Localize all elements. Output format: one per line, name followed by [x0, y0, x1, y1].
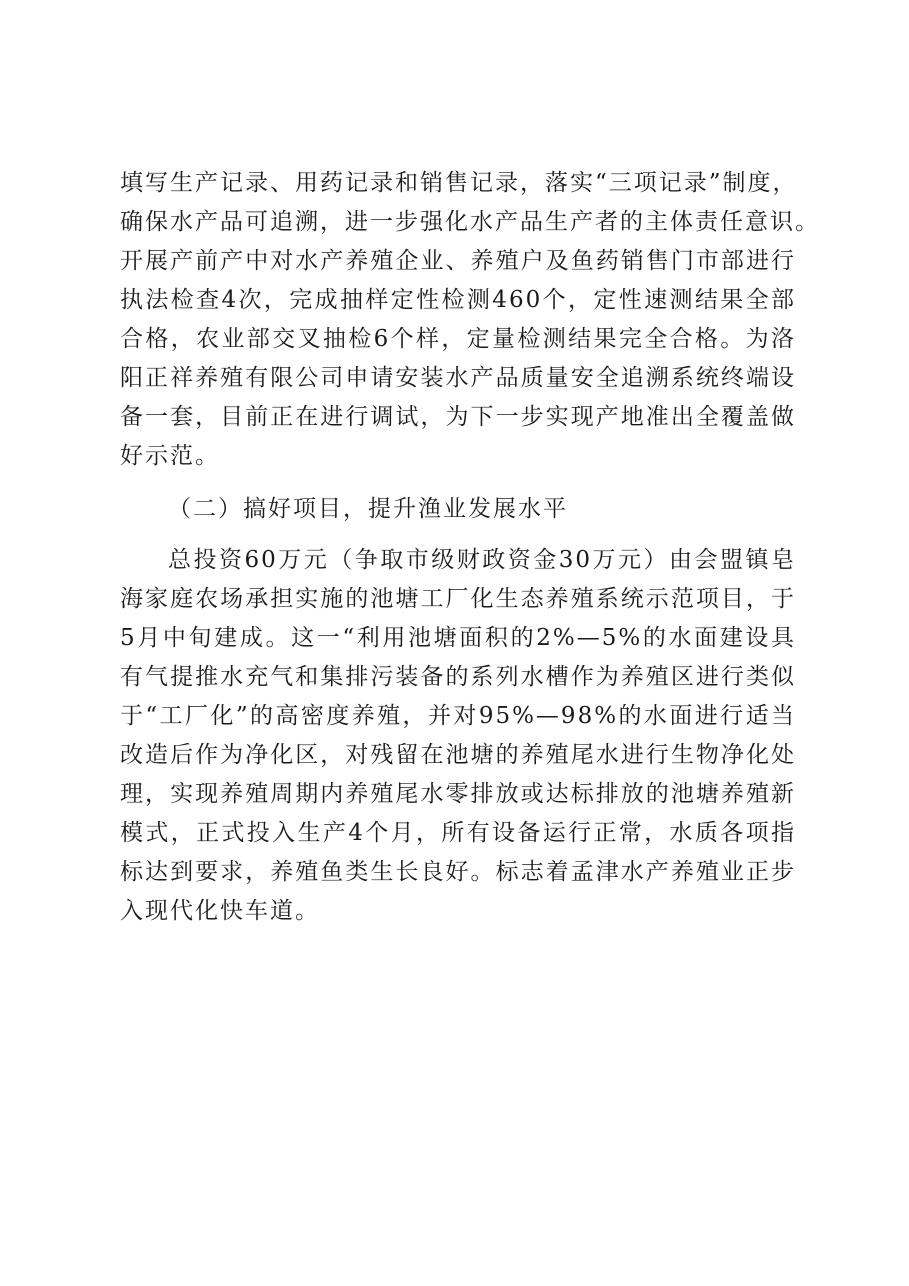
paragraph-2-line-7: 理，实现养殖周期内养殖尾水零排放或达标排放的池塘养殖新	[120, 781, 796, 807]
paragraph-1-line-7: 备一套，目前正在进行调试，为下一步实现产地准出全覆盖做	[120, 404, 796, 430]
paragraph-2-line-1: 总投资60万元（争取市级财政资金30万元）由会盟镇皂	[168, 547, 796, 573]
paragraph-1-line-8: 好示范。	[120, 443, 220, 469]
paragraph-2-line-3: 5月中旬建成。这一“利用池塘面积的2%—5%的水面建设具	[120, 625, 796, 651]
paragraph-1-line-2: 确保水产品可追溯，进一步强化水产品生产者的主体责任意识。	[120, 209, 820, 235]
paragraph-2-line-2: 海家庭农场承担实施的池塘工厂化生态养殖系统示范项目，于	[120, 586, 796, 612]
paragraph-1-line-6: 阳正祥养殖有限公司申请安装水产品质量安全追溯系统终端设	[120, 365, 796, 391]
paragraph-1-line-5: 合格，农业部交叉抽检6个样，定量检测结果完全合格。为洛	[120, 326, 796, 352]
paragraph-1-line-1: 填写生产记录、用药记录和销售记录，落实“三项记录”制度，	[120, 170, 798, 196]
paragraph-2-line-6: 改造后作为净化区，对残留在池塘的养殖尾水进行生物净化处	[120, 742, 796, 768]
paragraph-1-line-3: 开展产前产中对水产养殖企业、养殖户及鱼药销售门市部进行	[120, 248, 796, 274]
section-heading: （二）搞好项目，提升渔业发展水平	[168, 496, 568, 522]
paragraph-2-line-5: 于“工厂化”的高密度养殖，并对95%—98%的水面进行适当	[120, 703, 796, 729]
paragraph-1-line-4: 执法检查4次，完成抽样定性检测460个，定性速测结果全部	[120, 287, 796, 313]
paragraph-2-line-10: 入现代化快车道。	[120, 898, 320, 924]
paragraph-2-line-4: 有气提推水充气和集排污装备的系列水槽作为养殖区进行类似	[120, 664, 796, 690]
paragraph-2-line-9: 标达到要求，养殖鱼类生长良好。标志着孟津水产养殖业正步	[120, 859, 796, 885]
paragraph-2-line-8: 模式，正式投入生产4个月，所有设备运行正常，水质各项指	[120, 820, 796, 846]
